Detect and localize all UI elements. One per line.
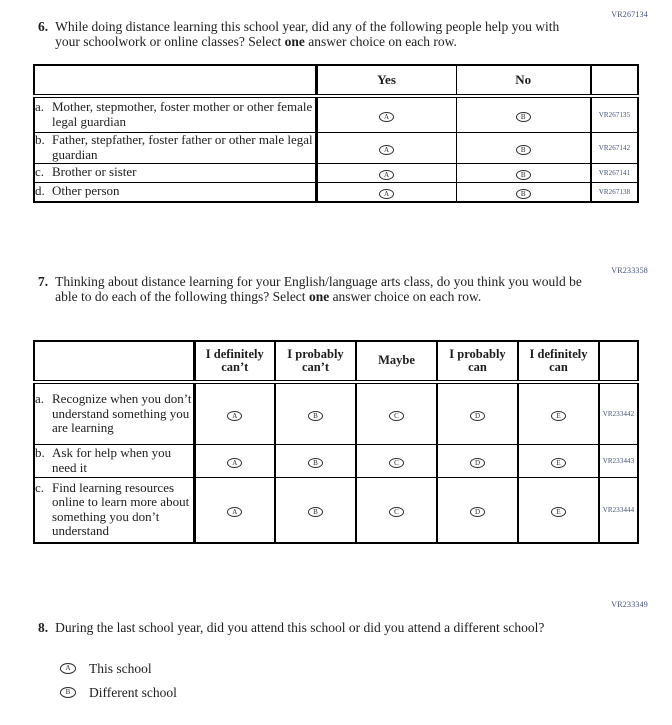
q6-row-c-letter: c. <box>35 164 45 180</box>
q6-row-b-no-oval[interactable] <box>516 145 531 155</box>
question-6-text <box>55 19 578 49</box>
q8-option-different-school <box>60 685 177 700</box>
q7-row-b-option-b-oval[interactable] <box>308 458 323 468</box>
question-6-text-post: answer choice on each row. <box>304 34 457 49</box>
q6-row-d-letter: d. <box>35 183 45 199</box>
question-7-text-bold: one <box>308 289 330 304</box>
q7-row-b-option-d-oval[interactable] <box>470 458 485 468</box>
q7-row-b-option-a-oval[interactable] <box>227 458 242 468</box>
q6-row-c-code: VR267141 <box>591 163 638 182</box>
oval-letter: C <box>394 458 399 467</box>
q7-row-b-stem: Ask for help when you need it <box>52 445 172 475</box>
q7-row-b <box>34 444 638 477</box>
q7-row-c-option-b-oval[interactable] <box>308 507 323 517</box>
q7-header-row <box>34 341 638 382</box>
q7-row-c-option-d-oval[interactable] <box>470 507 485 517</box>
q7-header-def-cant: I definitely can’t <box>194 341 275 382</box>
q6-row-a-yes-oval[interactable] <box>379 112 394 122</box>
q6-row-b-stem: Father, stepfather, foster father or other male legal guardian <box>52 132 313 162</box>
oval-letter: A <box>383 112 390 121</box>
oval-letter: A <box>232 458 238 467</box>
oval-letter: A <box>383 170 390 179</box>
q7-row-a-option-d-oval[interactable] <box>470 411 485 421</box>
q8-option-b-oval[interactable] <box>60 687 76 698</box>
q7-header-stem <box>34 341 194 382</box>
q6-row-d-stem: Other person <box>52 183 120 199</box>
q7-table <box>33 340 639 544</box>
oval-letter: B <box>313 458 318 467</box>
q8-option-a-label: This school <box>89 661 152 676</box>
oval-letter: A <box>383 189 390 198</box>
q7-header-prob-can: I probably can <box>437 341 518 382</box>
oval-letter: E <box>556 507 561 516</box>
q6-row-c <box>34 163 638 182</box>
oval-letter: A <box>65 664 71 672</box>
q6-row-a-no-oval[interactable] <box>516 112 531 122</box>
oval-letter: D <box>474 458 481 467</box>
q7-row-c-option-a-oval[interactable] <box>227 507 242 517</box>
oval-letter: E <box>556 458 561 467</box>
q7-row-c <box>34 477 638 543</box>
q7-row-c-option-c-oval[interactable] <box>389 507 404 517</box>
oval-letter: B <box>313 507 318 516</box>
q8-option-this-school <box>60 661 177 676</box>
q6-table <box>33 64 639 203</box>
question-7-text-post: answer choice on each row. <box>329 289 482 304</box>
oval-letter: C <box>394 507 399 516</box>
oval-letter: E <box>556 411 561 420</box>
question-6 <box>38 19 578 49</box>
q7-row-b-letter: b. <box>35 445 45 460</box>
q6-row-a-letter: a. <box>35 99 45 115</box>
q7-row-c-stem: Find learning resources online to learn more about something you don’t understand <box>52 479 190 539</box>
q6-row-d <box>34 182 638 202</box>
oval-letter: B <box>313 411 318 420</box>
q8-option-b-label: Different school <box>89 685 177 700</box>
q7-row-a-stem: Recognize when you don’t understand something you are learning <box>52 391 192 435</box>
q6-row-a-stem: Mother, stepmother, foster mother or other female legal guardian <box>52 99 313 129</box>
q7-row-b-option-c-oval[interactable] <box>389 458 404 468</box>
oval-letter: B <box>520 112 526 121</box>
oval-letter: B <box>520 145 526 154</box>
q6-row-c-no-oval[interactable] <box>516 170 531 180</box>
question-7-number: 7. <box>38 274 49 289</box>
question-6-text-bold: one <box>284 34 305 49</box>
q6-form-code: VR267134 <box>611 10 648 19</box>
q6-row-c-yes-oval[interactable] <box>379 170 394 180</box>
q6-header-row <box>34 65 638 96</box>
oval-letter: C <box>394 411 399 420</box>
q8-option-a-oval[interactable] <box>60 663 76 674</box>
oval-letter: D <box>474 507 481 516</box>
oval-letter: B <box>520 189 526 198</box>
q7-row-c-option-e-oval[interactable] <box>551 507 566 517</box>
oval-letter: A <box>232 507 238 516</box>
q6-row-c-stem: Brother or sister <box>52 164 137 180</box>
q7-form-code: VR233358 <box>611 266 648 275</box>
question-6-number: 6. <box>38 19 49 34</box>
q7-row-c-code: VR233444 <box>599 477 638 543</box>
oval-letter: B <box>65 688 71 696</box>
q7-row-a-option-e-oval[interactable] <box>551 411 566 421</box>
q6-row-a-code: VR267135 <box>591 96 638 132</box>
question-8-text: During the last school year, did you attend this school or did you attend a different school? <box>55 620 545 635</box>
q6-row-b-letter: b. <box>35 132 45 147</box>
q6-row-b-code: VR267142 <box>591 132 638 163</box>
q7-header-def-can: I definitely can <box>518 341 599 382</box>
q6-row-b-yes-oval[interactable] <box>379 145 394 155</box>
q7-row-a-option-a-oval[interactable] <box>227 411 242 421</box>
q6-row-d-no-oval[interactable] <box>516 189 531 199</box>
q6-row-a <box>34 96 638 132</box>
q6-header-stem <box>34 65 316 96</box>
q8-options <box>60 661 177 700</box>
q7-row-a-option-c-oval[interactable] <box>389 411 404 421</box>
q6-row-d-code: VR267138 <box>591 182 638 202</box>
oval-letter: D <box>474 411 481 420</box>
question-7 <box>38 274 586 304</box>
oval-letter: A <box>383 145 390 154</box>
q6-header-yes: Yes <box>316 65 456 96</box>
q7-row-b-option-e-oval[interactable] <box>551 458 566 468</box>
question-8 <box>38 620 578 635</box>
q7-row-a-option-b-oval[interactable] <box>308 411 323 421</box>
question-7-text-pre: Thinking about distance learning for your English/language arts class, do you think you would be able to do each of the following things? Select <box>55 274 582 304</box>
q7-row-a-letter: a. <box>35 391 45 406</box>
q6-header-no: No <box>456 65 591 96</box>
q7-row-a-code: VR233442 <box>599 382 638 444</box>
q7-header-code <box>599 341 638 382</box>
q6-row-b <box>34 132 638 163</box>
question-7-text <box>55 274 586 304</box>
q6-row-d-yes-oval[interactable] <box>379 189 394 199</box>
oval-letter: A <box>232 411 238 420</box>
question-6-text-pre: While doing distance learning this school year, did any of the following people help you with your schoolwork or online classes? Select <box>55 19 560 49</box>
oval-letter: B <box>520 170 526 179</box>
q7-header-prob-cant: I probably can’t <box>275 341 356 382</box>
q7-row-a <box>34 382 638 444</box>
q6-header-code <box>591 65 638 96</box>
q7-header-maybe: Maybe <box>356 341 437 382</box>
q7-row-c-letter: c. <box>35 479 45 495</box>
question-8-number: 8. <box>38 620 49 635</box>
q8-form-code: VR233349 <box>611 600 648 609</box>
q7-row-b-code: VR233443 <box>599 444 638 477</box>
